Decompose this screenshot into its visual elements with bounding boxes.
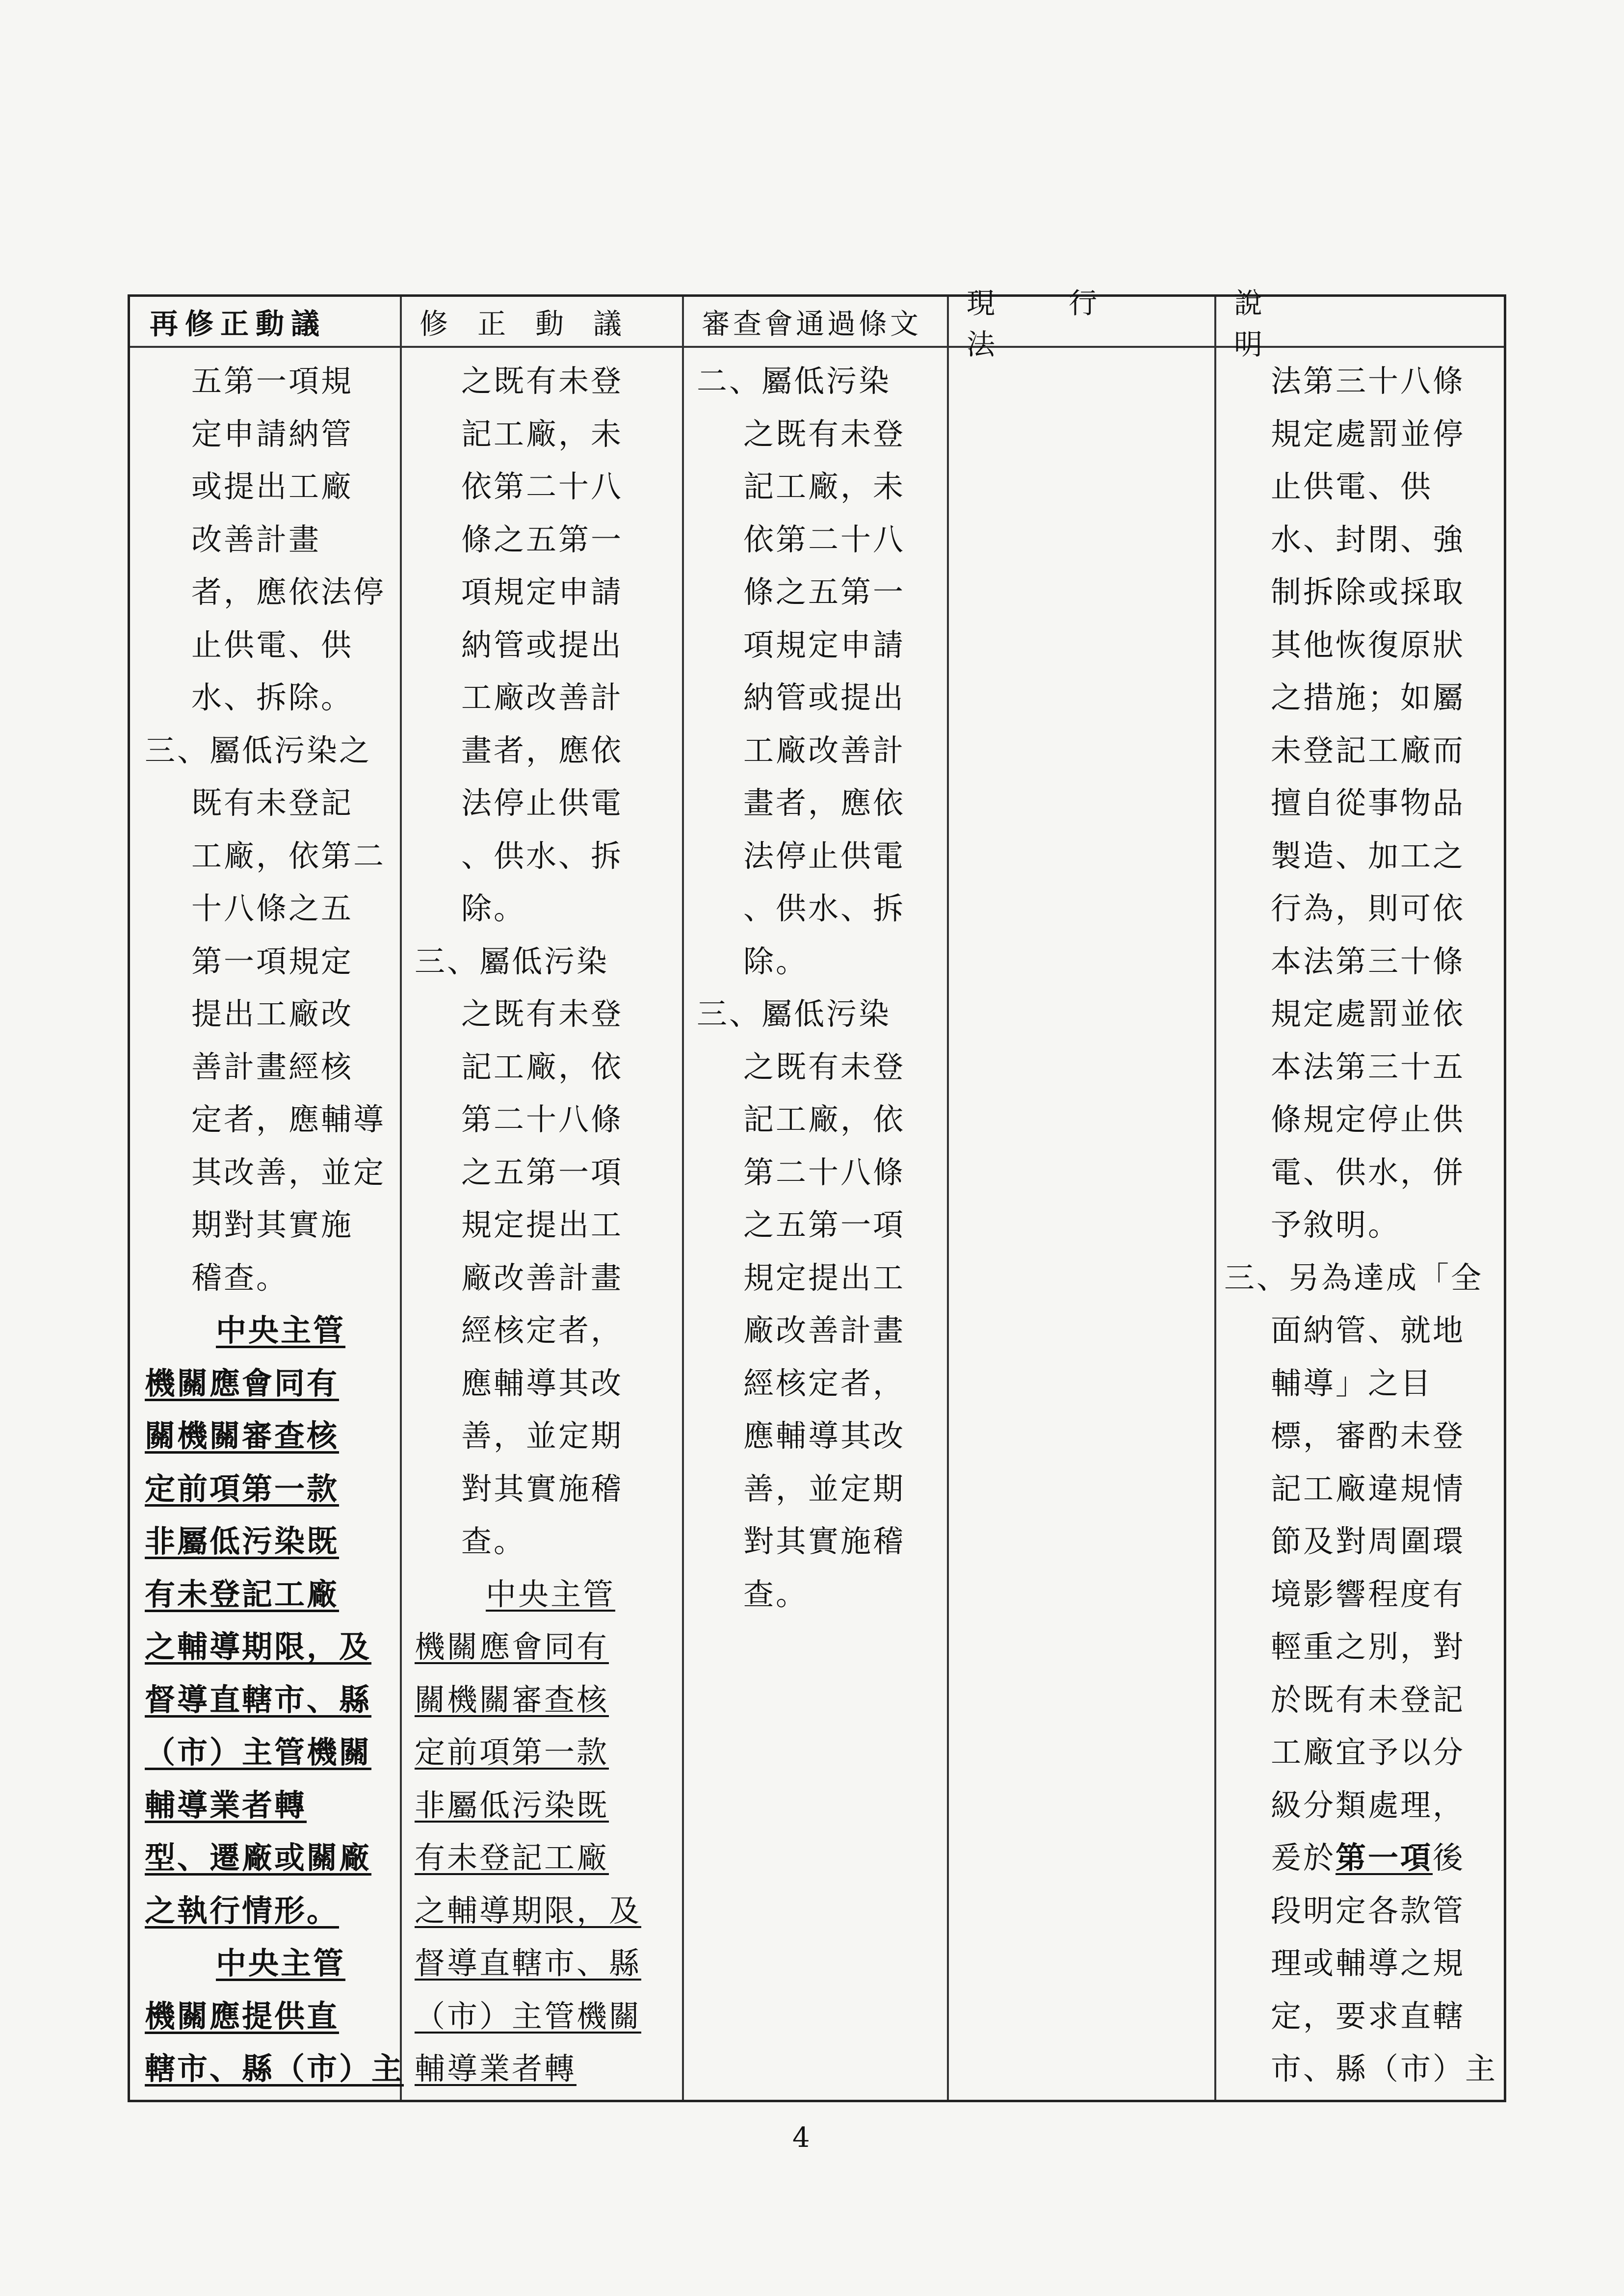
column-divider <box>1214 297 1216 2100</box>
line-text: 畫者，應依 <box>743 785 906 821</box>
text-line <box>1224 619 1506 672</box>
text-line <box>415 2042 680 2095</box>
text-line <box>145 1884 400 1937</box>
line-text: 法停止供電 <box>743 837 906 874</box>
line-text: 之輔導期限，及 <box>145 1629 372 1665</box>
header-col4 <box>947 287 1214 361</box>
line-text: 工廠改善計 <box>461 679 624 715</box>
text-line <box>697 1304 944 1357</box>
text-line <box>415 671 680 724</box>
text-line <box>415 1779 680 1832</box>
text-line <box>1224 671 1506 724</box>
line-text: 三、另為達成「全 <box>1224 1259 1484 1296</box>
line-text: 既有未登記 <box>191 785 354 821</box>
line-text: 經核定者， <box>743 1365 906 1401</box>
line-text: 電、供水，併 <box>1271 1154 1466 1190</box>
line-text: 第二十八條 <box>743 1154 906 1190</box>
line-text: 定，要求直轄 <box>1271 1998 1466 2034</box>
text-line <box>697 777 944 830</box>
line-text: 改善計畫 <box>191 521 321 557</box>
line-text: 應輔導其改 <box>743 1418 906 1454</box>
text-line <box>145 355 400 408</box>
line-text: 工廠，依第二 <box>191 837 386 874</box>
line-text: 機關應會同有 <box>415 1629 609 1665</box>
line-text: 法第三十八條 <box>1271 363 1466 399</box>
line-text: 規定提出工 <box>743 1259 906 1296</box>
line-text: 督導直轄市、縣 <box>145 1681 372 1718</box>
text-line <box>415 1990 680 2043</box>
text-line <box>415 777 680 830</box>
header-label: 說明 <box>1234 287 1440 361</box>
text-line <box>697 513 944 566</box>
line-text: 除。 <box>743 943 809 979</box>
line-text: 工廠宜予以分 <box>1271 1734 1466 1770</box>
text-line <box>415 1937 680 1990</box>
column-committee-text <box>697 355 944 1620</box>
line-text: 之既有未登 <box>743 416 906 452</box>
line-text: 之既有未登 <box>461 363 624 399</box>
line-text: 制拆除或採取 <box>1271 574 1466 610</box>
line-text: 記工廠，未 <box>461 416 624 452</box>
line-text: 定申請納管 <box>191 416 354 452</box>
text-line <box>415 1726 680 1779</box>
text-line <box>415 408 680 461</box>
line-text: 畫者，應依 <box>461 732 624 768</box>
line-text: 提出工廠改 <box>191 996 354 1032</box>
line-text: 善計畫經核 <box>191 1048 354 1085</box>
line-text: 關機關審查核 <box>415 1681 609 1718</box>
text-line <box>1224 1041 1506 1094</box>
text-line <box>697 830 944 883</box>
line-text: 納管或提出 <box>461 626 624 663</box>
text-line <box>145 1568 400 1621</box>
text-line <box>1224 1620 1506 1673</box>
text-line <box>1224 935 1506 988</box>
text-line <box>1224 1462 1506 1515</box>
text-line <box>145 1937 400 1990</box>
line-text: 記工廠，依 <box>461 1048 624 1085</box>
text-line <box>697 988 944 1041</box>
text-line <box>145 566 400 619</box>
text-line <box>1224 1199 1506 1252</box>
line-text: 第一項規定 <box>191 943 354 979</box>
text-line <box>697 1409 944 1462</box>
text-line <box>145 460 400 513</box>
page-number: 4 <box>792 2122 810 2154</box>
text-line <box>697 671 944 724</box>
column-rerevision-motion <box>145 355 404 2095</box>
text-line <box>415 1831 680 1884</box>
line-text: 五第一項規 <box>191 363 354 399</box>
text-line <box>1224 1252 1506 1305</box>
line-text: 本法第三十五 <box>1271 1048 1466 1085</box>
line-text: 規定提出工 <box>461 1207 624 1243</box>
line-text: 市、縣（市）主 <box>1271 2051 1498 2087</box>
line-text: 轄市、縣（市）主 <box>145 2051 404 2087</box>
line-text: 水、封閉、強 <box>1271 521 1466 557</box>
text-line <box>415 1093 680 1146</box>
line-text: 工廠改善計 <box>743 732 906 768</box>
text-line <box>145 1093 400 1146</box>
line-text: 輔導業者轉 <box>415 2051 577 2087</box>
line-text: 依第二十八 <box>461 469 624 504</box>
header-label: 再修正動議 <box>150 307 327 340</box>
text-line <box>145 1199 400 1252</box>
text-line <box>145 1409 400 1462</box>
text-line <box>1224 1673 1506 1726</box>
text-line <box>415 1252 680 1305</box>
line-text: 廠改善計畫 <box>743 1312 906 1348</box>
line-text: 、供水、拆 <box>461 837 624 874</box>
text-line <box>145 1673 400 1726</box>
line-text: 稽查。 <box>191 1259 289 1296</box>
text-line <box>1224 408 1506 461</box>
text-line <box>1224 513 1506 566</box>
text-line <box>145 935 400 988</box>
line-text: 善，並定期 <box>743 1470 906 1507</box>
text-line <box>415 460 680 513</box>
line-text: 期對其實施 <box>191 1207 354 1243</box>
text-line <box>415 1146 680 1199</box>
column-explanation <box>1224 355 1506 2095</box>
line-text-tail: 後 <box>1433 1840 1466 1876</box>
text-line <box>1224 1831 1506 1884</box>
line-text: 記工廠違規情 <box>1271 1470 1466 1507</box>
text-line <box>697 935 944 988</box>
text-line <box>145 1462 400 1515</box>
line-text: 規定處罰並停 <box>1271 416 1466 452</box>
text-line <box>145 2042 404 2095</box>
line-text: 關機關審查核 <box>145 1418 340 1454</box>
text-line <box>415 566 680 619</box>
line-text: 之五第一項 <box>743 1207 906 1243</box>
text-line <box>1224 355 1506 408</box>
text-line <box>697 724 944 777</box>
text-line <box>145 1779 400 1832</box>
line-text: 納管或提出 <box>743 679 906 715</box>
line-text: 行為，則可依 <box>1271 890 1466 926</box>
line-text: 之執行情形。 <box>145 1892 340 1929</box>
text-line <box>145 1146 400 1199</box>
line-text: 非屬低污染既 <box>145 1523 340 1559</box>
text-line <box>1224 1409 1506 1462</box>
text-line <box>697 619 944 672</box>
line-text: 爰於 <box>1271 1840 1336 1876</box>
line-text: 依第二十八 <box>743 521 906 557</box>
line-text: 條規定停止供 <box>1271 1101 1466 1137</box>
line-text: 三、屬低污染 <box>697 996 891 1032</box>
line-text: 之輔導期限，及 <box>415 1892 642 1929</box>
line-text: 規定處罰並依 <box>1271 996 1466 1032</box>
line-text: 、供水、拆 <box>743 890 906 926</box>
text-line <box>1224 1357 1506 1410</box>
text-line <box>1224 1779 1506 1832</box>
line-text: 面納管、就地 <box>1271 1312 1466 1348</box>
text-line <box>415 882 680 935</box>
text-line <box>697 1357 944 1410</box>
text-line <box>1224 460 1506 513</box>
text-line <box>145 1515 400 1568</box>
line-text: 型、遷廠或關廠 <box>145 1840 372 1876</box>
line-text: 止供電、供 <box>191 626 354 663</box>
text-line <box>415 1041 680 1094</box>
line-text: 項規定申請 <box>461 574 624 610</box>
header-label: 審查會通過條文 <box>702 307 922 340</box>
line-text: （市）主管機關 <box>145 1734 372 1770</box>
text-line <box>1224 1146 1506 1199</box>
line-text: 之既有未登 <box>743 1048 906 1085</box>
text-line <box>1224 1093 1506 1146</box>
line-text: 其改善，並定 <box>191 1154 386 1190</box>
text-line <box>1224 1884 1506 1937</box>
text-line <box>697 882 944 935</box>
comparison-table <box>128 287 1506 2102</box>
text-line <box>415 724 680 777</box>
text-line <box>1224 988 1506 1041</box>
header-col3 <box>682 297 947 346</box>
text-line <box>697 460 944 513</box>
line-text: 輔導」之目 <box>1271 1365 1433 1401</box>
line-text: 未登記工廠而 <box>1271 732 1466 768</box>
line-text: 於既有未登記 <box>1271 1681 1466 1718</box>
line-text: 標，審酌未登 <box>1271 1418 1466 1454</box>
line-text: 有未登記工廠 <box>145 1576 340 1612</box>
line-text: 輔導業者轉 <box>145 1787 307 1823</box>
header-label: 修正動議 <box>419 307 652 340</box>
text-line <box>1224 1990 1506 2043</box>
line-text: 之既有未登 <box>461 996 624 1032</box>
text-line <box>1224 1937 1506 1990</box>
line-text: 條之五第一 <box>743 574 906 610</box>
column-revision-motion <box>415 355 680 2095</box>
text-line <box>697 355 944 408</box>
text-line <box>415 1515 680 1568</box>
line-text: 級分類處理， <box>1271 1787 1466 1823</box>
header-label: 現行法 <box>967 287 1171 361</box>
line-text: 擅自從事物品 <box>1271 785 1466 821</box>
text-line <box>415 1409 680 1462</box>
text-line <box>145 882 400 935</box>
line-text: 中央主管 <box>216 1312 346 1348</box>
line-text: 項規定申請 <box>743 626 906 663</box>
text-line <box>1224 1726 1506 1779</box>
line-text: 定前項第一款 <box>145 1470 340 1507</box>
line-text: 對其實施稽 <box>461 1470 624 1507</box>
line-text: 條之五第一 <box>461 521 624 557</box>
text-line <box>415 988 680 1041</box>
text-line <box>145 1726 400 1779</box>
text-line <box>145 830 400 883</box>
text-line <box>145 1041 400 1094</box>
line-text: 應輔導其改 <box>461 1365 624 1401</box>
text-line <box>697 1515 944 1568</box>
text-line <box>697 1041 944 1094</box>
text-line <box>145 1304 400 1357</box>
line-text: 有未登記工廠 <box>415 1840 609 1876</box>
column-divider <box>947 297 949 2100</box>
line-text: 節及對周圍環 <box>1271 1523 1466 1559</box>
text-line <box>145 777 400 830</box>
line-text: 之五第一項 <box>461 1154 624 1190</box>
text-line <box>1224 882 1506 935</box>
text-line <box>415 355 680 408</box>
text-line <box>697 1093 944 1146</box>
line-text: 機關應提供直 <box>145 1998 340 2034</box>
text-line <box>697 1146 944 1199</box>
line-text: 二、屬低污染 <box>697 363 891 399</box>
line-text: 段明定各款管 <box>1271 1892 1466 1929</box>
line-text: 定前項第一款 <box>415 1734 609 1770</box>
line-text: 者，應依法停 <box>191 574 386 610</box>
line-text: 製造、加工之 <box>1271 837 1466 874</box>
line-text: 除。 <box>461 890 526 926</box>
text-line <box>145 1357 400 1410</box>
header-col1 <box>130 297 400 346</box>
text-line <box>145 1990 400 2043</box>
line-text: 記工廠，未 <box>743 469 906 504</box>
line-text: 查。 <box>743 1576 809 1612</box>
text-line <box>1224 830 1506 883</box>
text-line <box>415 830 680 883</box>
text-line <box>415 1673 680 1726</box>
text-line <box>145 513 400 566</box>
line-text: 境影響程度有 <box>1271 1576 1466 1612</box>
line-text: 記工廠，依 <box>743 1101 906 1137</box>
text-line <box>145 619 400 672</box>
text-line <box>1224 566 1506 619</box>
text-line <box>145 724 400 777</box>
text-line <box>415 935 680 988</box>
text-line <box>145 988 400 1041</box>
text-line <box>697 1199 944 1252</box>
text-line <box>697 1462 944 1515</box>
text-line <box>697 408 944 461</box>
text-line <box>415 1620 680 1673</box>
text-line <box>145 671 400 724</box>
line-text: 水、拆除。 <box>191 679 354 715</box>
line-text: 第二十八條 <box>461 1101 624 1137</box>
text-line <box>1224 724 1506 777</box>
line-text: 善，並定期 <box>461 1418 624 1454</box>
emphasis-text: 第一項 <box>1336 1840 1433 1876</box>
line-text: 中央主管 <box>486 1576 616 1612</box>
line-text: 三、屬低污染 <box>415 943 609 979</box>
line-text: 法停止供電 <box>461 785 624 821</box>
text-line <box>415 1568 680 1621</box>
line-text: 之措施；如屬 <box>1271 679 1466 715</box>
line-text: 理或輔導之規 <box>1271 1945 1466 1981</box>
text-line <box>1224 2042 1506 2095</box>
line-text: 定者，應輔導 <box>191 1101 386 1137</box>
text-line <box>145 1252 400 1305</box>
text-line <box>415 1462 680 1515</box>
text-line <box>415 619 680 672</box>
line-text: 輕重之別，對 <box>1271 1629 1466 1665</box>
text-line <box>415 1304 680 1357</box>
line-text: 廠改善計畫 <box>461 1259 624 1296</box>
text-line <box>145 408 400 461</box>
line-text: 經核定者， <box>461 1312 624 1348</box>
text-line <box>415 1884 680 1937</box>
line-text: 十八條之五 <box>191 890 354 926</box>
text-line <box>1224 1515 1506 1568</box>
column-divider <box>400 297 402 2100</box>
line-text: 其他恢復原狀 <box>1271 626 1466 663</box>
text-line <box>415 1199 680 1252</box>
line-text: 本法第三十條 <box>1271 943 1466 979</box>
header-col2 <box>400 297 682 346</box>
header-col5 <box>1214 287 1509 361</box>
line-text: （市）主管機關 <box>415 1998 642 2034</box>
line-text: 予敘明。 <box>1271 1207 1401 1243</box>
line-text: 對其實施稽 <box>743 1523 906 1559</box>
line-text: 止供電、供 <box>1271 469 1433 504</box>
text-line <box>415 1357 680 1410</box>
text-line <box>697 566 944 619</box>
text-line <box>145 1831 400 1884</box>
column-divider <box>682 297 684 2100</box>
line-text: 查。 <box>461 1523 526 1559</box>
line-text: 三、屬低污染之 <box>145 732 372 768</box>
line-text: 機關應會同有 <box>145 1365 340 1401</box>
line-text: 非屬低污染既 <box>415 1787 609 1823</box>
line-text: 督導直轄市、縣 <box>415 1945 642 1981</box>
text-line <box>1224 1304 1506 1357</box>
text-line <box>145 1620 400 1673</box>
text-line <box>1224 1568 1506 1621</box>
text-line <box>697 1252 944 1305</box>
text-line <box>1224 777 1506 830</box>
line-text: 或提出工廠 <box>191 469 354 504</box>
line-text: 中央主管 <box>216 1945 346 1981</box>
text-line <box>697 1568 944 1621</box>
text-line <box>415 513 680 566</box>
